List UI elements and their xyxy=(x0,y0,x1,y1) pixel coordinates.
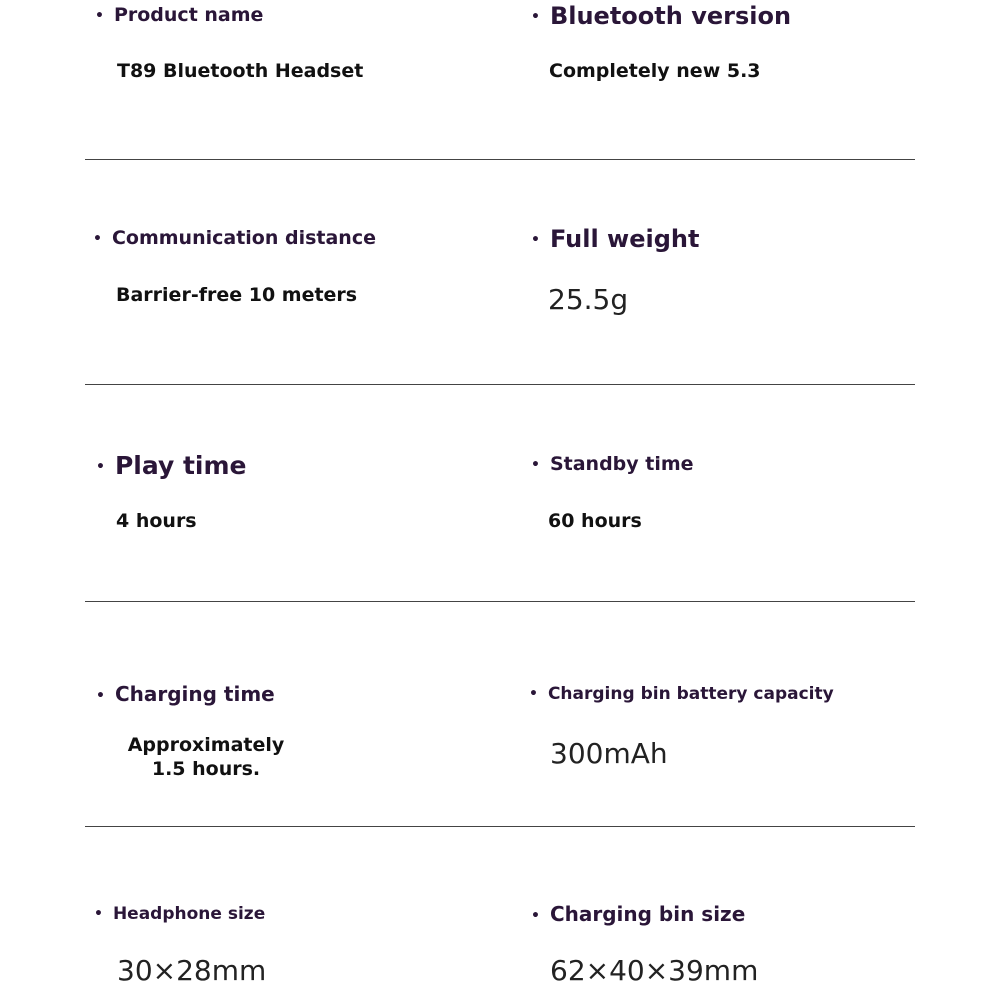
spec-value-charging-time: Approximately 1.5 hours. xyxy=(127,734,285,780)
spec-value-standby-time: 60 hours xyxy=(548,510,642,532)
spec-value-communication-distance: Barrier-free 10 meters xyxy=(116,284,358,306)
row-divider xyxy=(85,826,915,827)
spec-label-charging-bin-battery-capacity: • Charging bin battery capacity xyxy=(529,684,834,704)
bullet-icon: • xyxy=(95,7,104,24)
spec-label-standby-time: • Standby time xyxy=(531,453,694,475)
spec-label-play-time: • Play time xyxy=(96,451,247,480)
spec-label-charging-bin-size: • Charging bin size xyxy=(531,902,746,926)
spec-value-bluetooth-version: Completely new 5.3 xyxy=(549,60,761,82)
spec-value-full-weight: 25.5g xyxy=(548,283,629,316)
row-divider xyxy=(85,601,915,602)
spec-label-full-weight: • Full weight xyxy=(531,225,700,253)
bullet-icon: • xyxy=(96,687,105,704)
row-divider xyxy=(85,384,915,385)
bullet-icon: • xyxy=(93,230,102,247)
spec-label-headphone-size: • Headphone size xyxy=(94,904,266,924)
bullet-icon: • xyxy=(531,907,540,924)
spec-label-product-name: • Product name xyxy=(95,4,264,26)
spec-value-play-time: 4 hours xyxy=(116,510,197,532)
row-divider xyxy=(85,159,915,160)
spec-label-charging-time: • Charging time xyxy=(96,682,275,706)
bullet-icon: • xyxy=(96,459,105,475)
spec-value-headphone-size: 30×28mm xyxy=(117,954,267,987)
spec-value-charging-bin-battery-capacity: 300mAh xyxy=(550,737,668,770)
spec-label-bluetooth-version: • Bluetooth version xyxy=(531,2,792,30)
bullet-icon: • xyxy=(529,686,538,702)
bullet-icon: • xyxy=(531,9,540,25)
spec-value-product-name: T89 Bluetooth Headset xyxy=(117,60,364,82)
bullet-icon: • xyxy=(94,906,103,922)
bullet-icon: • xyxy=(531,456,540,473)
bullet-icon: • xyxy=(531,232,540,248)
spec-label-communication-distance: • Communication distance xyxy=(93,227,376,249)
spec-value-charging-bin-size: 62×40×39mm xyxy=(550,954,759,987)
